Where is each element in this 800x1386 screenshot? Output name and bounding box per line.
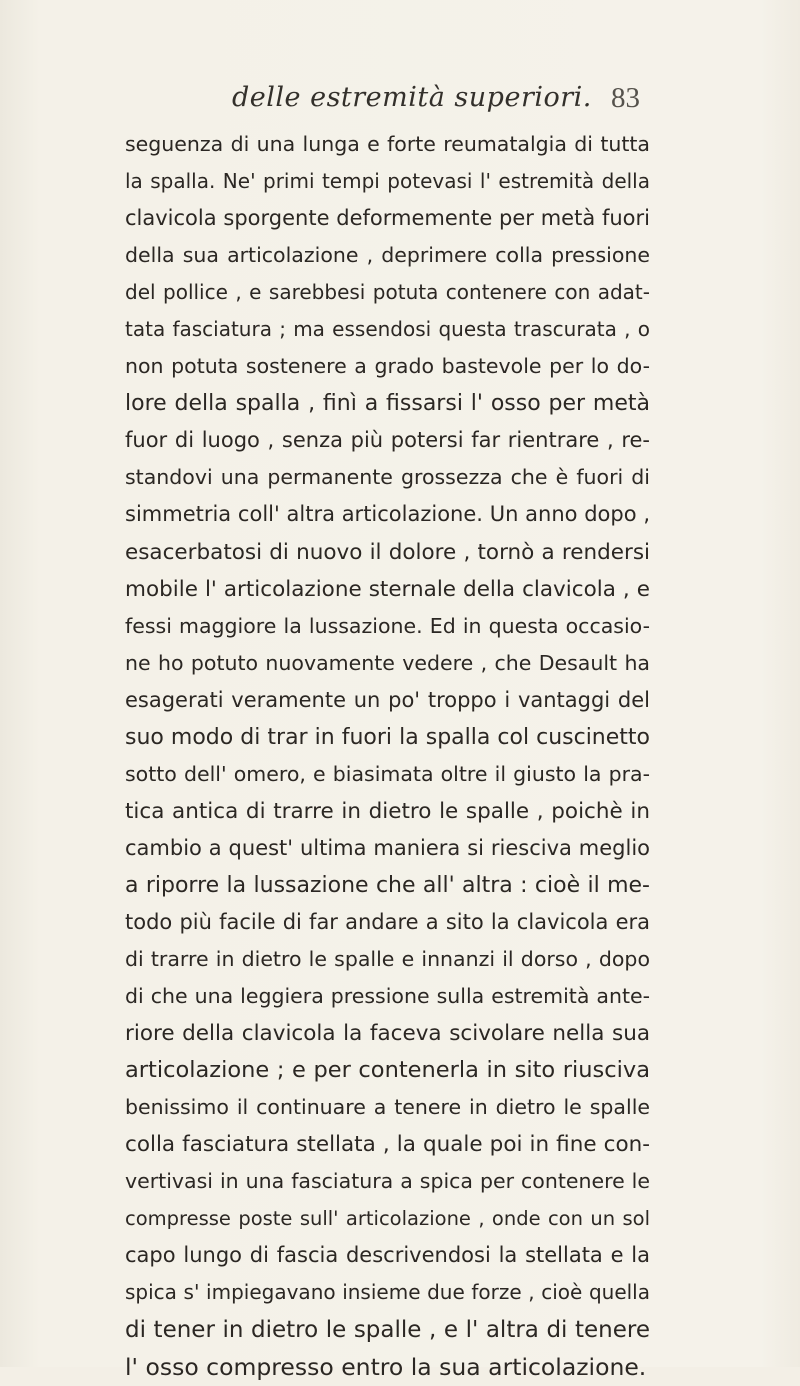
page-number: 83 — [611, 82, 640, 114]
body-text — [125, 126, 650, 1386]
text-line: sotto dell' omero, e biasimata oltre il giusto la pra- — [125, 761, 650, 786]
text-line: fuor di luogo , senza più potersi far rientrare , re- — [125, 428, 650, 453]
text-line: riore della clavicola la faceva scivolare nella sua — [125, 1021, 650, 1047]
text-line: tica antica di trarre in dietro le spalle , poichè in — [125, 798, 650, 824]
text-line: suo modo di trar in fuori la spalla col cuscinetto — [125, 724, 650, 750]
text-line: articolazione ; e per contenerla in sito riusciva — [125, 1057, 650, 1084]
text-line: lore della spalla , finì a fissarsi l' osso per metà — [125, 391, 650, 417]
text-line: tata fasciatura ; ma essendosi questa trascurata , o — [125, 317, 650, 342]
text-line: non potuta sostenere a grado bastevole per lo do- — [125, 354, 650, 379]
text-line: colla fasciatura stellata , la quale poi in fine con- — [125, 1132, 650, 1158]
text-line: della sua articolazione , deprimere colla pressione — [125, 243, 650, 268]
text-line: standovi una permanente grossezza che è fuori di — [125, 465, 650, 490]
text-line: capo lungo di fascia descrivendosi la stellata e la — [125, 1243, 650, 1268]
text-line: del pollice , e sarebbesi potuta contenere con adat- — [125, 280, 650, 305]
text-line: fessi maggiore la lussazione. Ed in questa occasio- — [125, 613, 650, 638]
text-line: vertivasi in una fasciatura a spica per contenere le — [125, 1169, 650, 1194]
text-line: di tener in dietro le spalle , e l' altra di tenere — [125, 1316, 650, 1343]
text-line: la spalla. Ne' primi tempi potevasi l' estremità della — [125, 169, 650, 194]
page-header — [0, 82, 800, 122]
text-line: benissimo il continuare a tenere in dietro le spalle — [125, 1095, 650, 1120]
text-line: a riporre la lussazione che all' altra : cioè il me- — [125, 872, 650, 898]
text-line: simmetria coll' altra articolazione. Un anno dopo , — [125, 502, 650, 527]
running-title: delle estremità superiori. — [232, 82, 592, 113]
text-line: compresse poste sull' articolazione , onde con un sol — [125, 1207, 650, 1231]
text-line: todo più facile di far andare a sito la clavicola era — [125, 909, 650, 934]
text-line: mobile l' articolazione sternale della clavicola , e — [125, 576, 650, 602]
text-line: esacerbatosi di nuovo il dolore , tornò a rendersi — [125, 539, 650, 565]
text-line: seguenza di una lunga e forte reumatalgia di tutta — [125, 132, 650, 156]
text-line: l' osso compresso entro la sua articolazione. — [125, 1352, 647, 1381]
text-line: esagerati veramente un po' troppo i vantaggi del — [125, 687, 650, 712]
text-line: spica s' impiegavano insieme due forze , cioè quella — [125, 1280, 650, 1305]
text-line: clavicola sporgente deformemente per metà fuori — [125, 206, 650, 231]
text-line: di che una leggiera pressione sulla estremità ante- — [125, 984, 650, 1009]
text-line: cambio a quest' ultima maniera si riesciva meglio — [125, 835, 650, 860]
text-line: ne ho potuto nuovamente vedere , che Desault ha — [125, 650, 650, 675]
text-line: di trarre in dietro le spalle e innanzi il dorso , dopo — [125, 947, 650, 972]
